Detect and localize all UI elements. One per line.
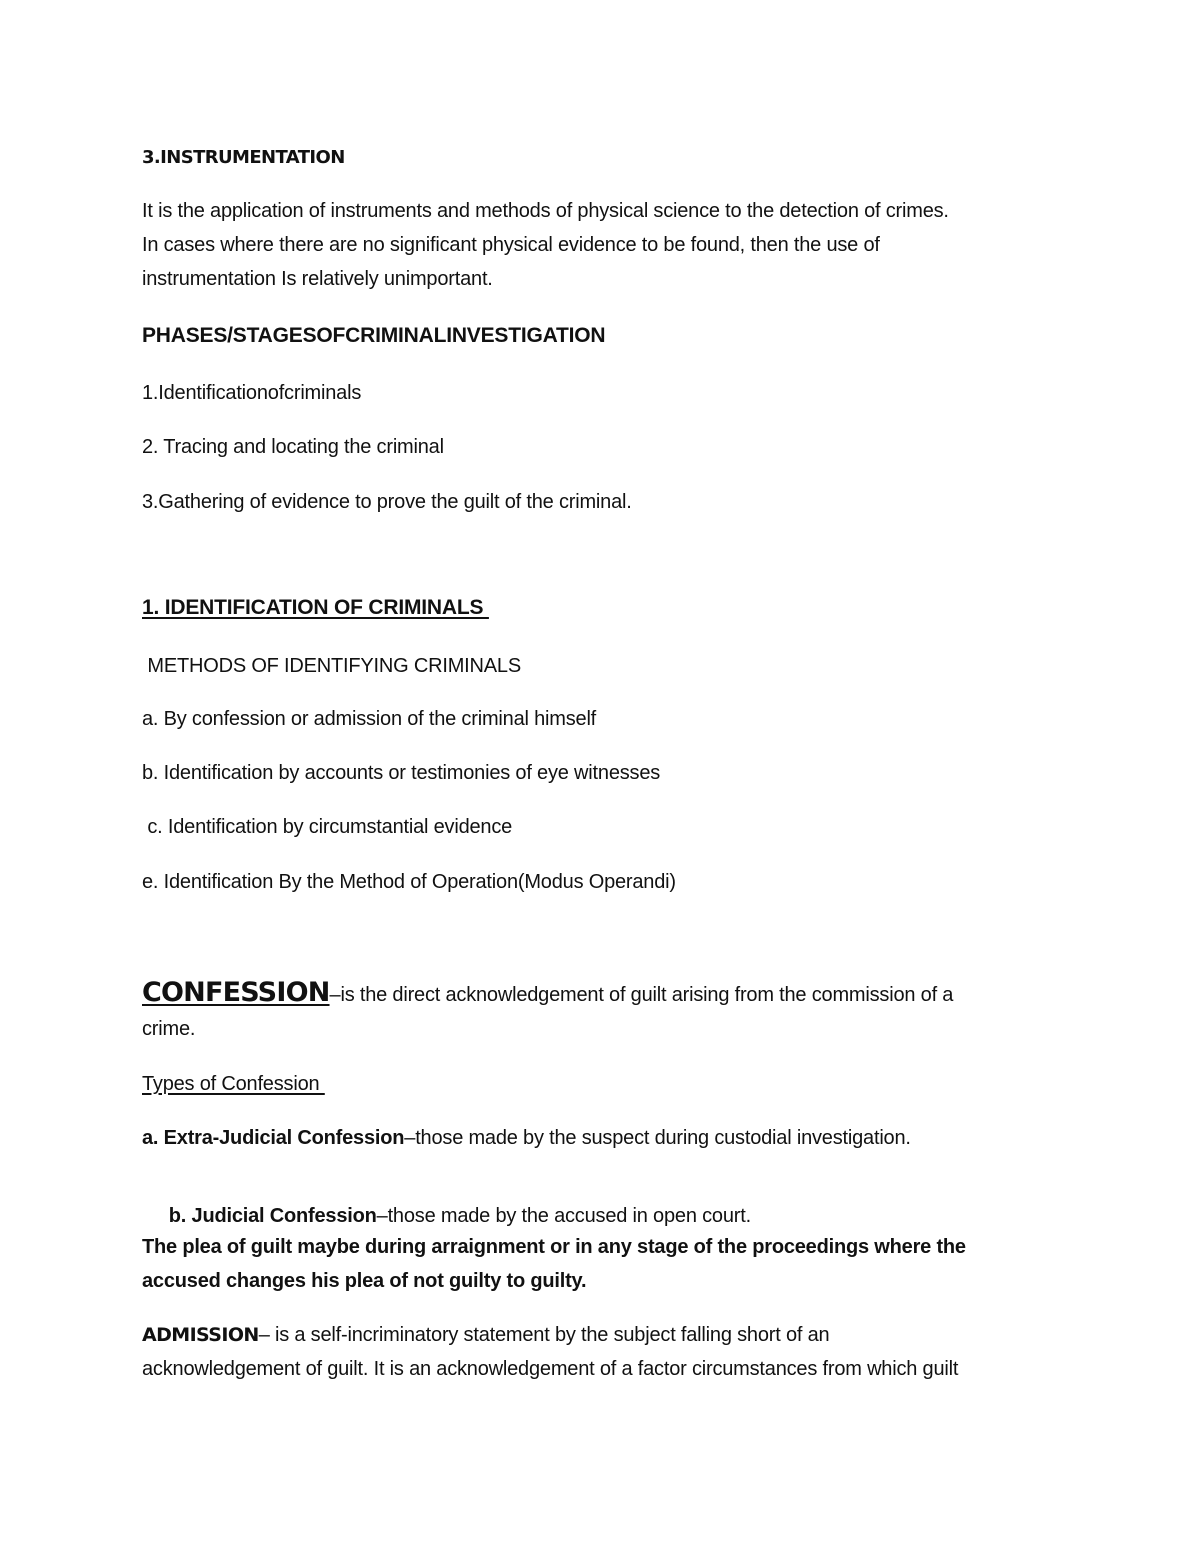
instrumentation-line-3: instrumentation Is relatively unimportant. [142, 268, 493, 290]
plea-line-1: The plea of guilt maybe during arraignment or in any stage of the proceedings where the [142, 1236, 966, 1258]
method-item-c: c. Identification by circumstantial evidence [142, 816, 513, 838]
type-b-text: –those made by the accused in open court. [376, 1205, 751, 1227]
confession-term: CONFESSION [142, 977, 330, 1008]
phase-item-1: 1.Identificationofcriminals [142, 382, 362, 404]
method-item-a: a. By confession or admission of the criminal himself [142, 708, 597, 730]
admission-definition-line-2: acknowledgement of guilt. It is an acknowledgement of a factor circumstances from which guilt [142, 1358, 959, 1380]
phase-item-2: 2. Tracing and locating the criminal [142, 436, 444, 458]
confession-type-a [142, 1126, 911, 1150]
instrumentation-line-1: It is the application of instruments and methods of physical science to the detection of crimes. [142, 200, 949, 222]
methods-subheading: METHODS OF IDENTIFYING CRIMINALS [142, 655, 521, 677]
admission-definition-text: – is a self-incriminatory statement by the subject falling short of an [258, 1324, 830, 1346]
method-item-e: e. Identification By the Method of Operation(Modus Operandi) [142, 871, 676, 893]
confession-definition-line-1 [142, 978, 953, 1010]
phase-item-3: 3.Gathering of evidence to prove the guilt of the criminal. [142, 491, 632, 513]
confession-definition-line-2: crime. [142, 1018, 196, 1040]
instrumentation-line-2: In cases where there are no significant physical evidence to be found, then the use of [142, 234, 880, 256]
admission-definition-line-1 [142, 1323, 829, 1347]
confession-definition-text: –is the direct acknowledgement of guilt arising from the commission of a [329, 984, 954, 1006]
phases-heading: PHASES/STAGESOFCRIMINALINVESTIGATION [142, 324, 606, 347]
type-a-label: a. Extra-Judicial Confession [142, 1127, 405, 1149]
plea-line-2: accused changes his plea of not guilty to guilty. [142, 1270, 587, 1292]
admission-term: ADMISSION [142, 1324, 259, 1346]
types-of-confession-heading: Types of Confession [142, 1073, 325, 1095]
type-b-label: b. Judicial Confession [163, 1205, 377, 1227]
instrumentation-heading: 3.INSTRUMENTATION [142, 147, 345, 168]
method-item-b: b. Identification by accounts or testimonies of eye witnesses [142, 762, 661, 784]
identification-heading: 1. IDENTIFICATION OF CRIMINALS [142, 596, 489, 619]
type-a-text: –those made by the suspect during custodial investigation. [404, 1127, 911, 1149]
